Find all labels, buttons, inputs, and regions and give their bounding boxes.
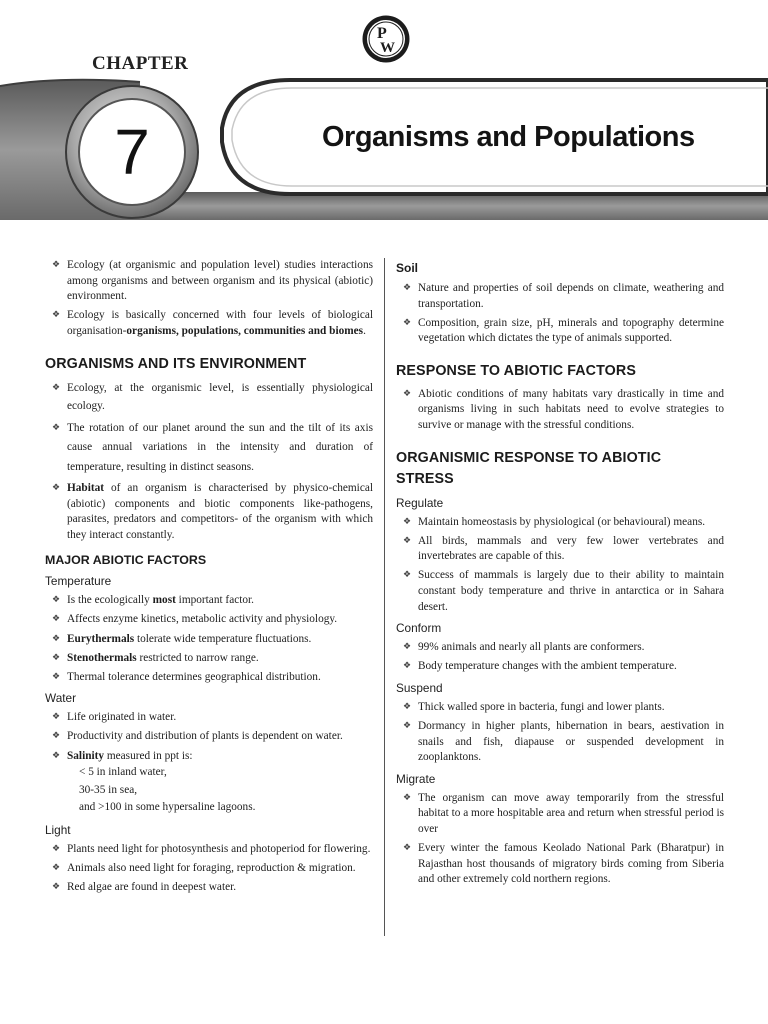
diamond-bullet-icon: ❖ — [52, 750, 61, 761]
chapter-title: Organisms and Populations — [322, 121, 695, 153]
svg-text:W: W — [380, 40, 395, 56]
list-item: ❖ Habitat of an organism is characterised by physico-chemical (abiotic) components and biotic components like-pathogens, parasites, predators and competitors- of the organism with which they interact constantly. — [52, 481, 373, 541]
list-item: ❖ Thermal tolerance determines geographical distribution. — [45, 670, 373, 686]
diamond-bullet-icon: ❖ — [52, 671, 61, 682]
left-column — [45, 258, 373, 899]
subheading-regulate: Regulate — [396, 495, 444, 510]
list-item: ❖ Productivity and distribution of plants is dependent on water. — [45, 729, 373, 745]
diamond-bullet-icon: ❖ — [52, 712, 61, 723]
list-item: ❖ The rotation of our planet around the sun and the tilt of its axis cause annual variations in the intensity and duration of temperature, resulting in distinct seasons. — [45, 419, 373, 478]
diamond-bullet-icon: ❖ — [52, 731, 61, 742]
diamond-bullet-icon: ❖ — [52, 482, 61, 493]
diamond-bullet-icon: ❖ — [403, 317, 412, 328]
diamond-bullet-icon: ❖ — [52, 843, 61, 854]
list-item: ❖ 99% animals and nearly all plants are conformers. — [396, 640, 724, 656]
diamond-bullet-icon: ❖ — [52, 260, 61, 270]
light-list — [45, 842, 373, 896]
list-item: ❖ Is the ecologically most important factor. — [45, 593, 373, 609]
subheading-light: Light — [45, 822, 71, 837]
list-item: ❖ Red algae are found in deepest water. — [45, 880, 373, 896]
list-item: ❖ Success of mammals is largely due to their ability to maintain constant body temperature and thrive in antarctica or in Sahara desert. — [403, 569, 724, 613]
diamond-bullet-icon: ❖ — [52, 310, 61, 321]
list-item: ❖ Animals also need light for foraging, reproduction & migration. — [45, 861, 373, 877]
diamond-bullet-icon: ❖ — [52, 383, 61, 394]
column-divider — [384, 258, 385, 936]
diamond-bullet-icon: ❖ — [403, 661, 412, 672]
section-heading: ORGANISMIC RESPONSE TO ABIOTIC STRESS — [396, 449, 662, 487]
subheading-temperature: Temperature — [45, 574, 112, 589]
list-item: ❖ Ecology (at organismic and population level) studies interactions among organisms and between organism and its physical (abiotic) environment. — [52, 259, 373, 303]
right-column — [396, 258, 724, 891]
salinity-value: and >100 in some hypersaline lagoons. — [79, 801, 256, 814]
section-heading: MAJOR ABIOTIC FACTORS — [45, 553, 207, 568]
salinity-value: 30-35 in sea, — [79, 783, 138, 796]
list-item: ❖ Thick walled spore in bacteria, fungi and lower plants. — [396, 700, 724, 716]
list-item: ❖ Eurythermals tolerate wide temperature fluctuations. — [45, 632, 373, 648]
response-list — [396, 387, 724, 434]
diamond-bullet-icon: ❖ — [403, 388, 412, 399]
svg-text:P: P — [377, 25, 387, 42]
list-item: ❖ Composition, grain size, pH, minerals and topography determine vegetation which dictates the type of animals supported. — [403, 316, 724, 345]
diamond-bullet-icon: ❖ — [52, 652, 61, 663]
subheading-conform: Conform — [396, 621, 442, 636]
diamond-bullet-icon: ❖ — [403, 283, 412, 293]
migrate-list — [396, 791, 724, 888]
subheading-migrate: Migrate — [396, 771, 436, 786]
conform-list — [396, 640, 724, 675]
list-item: ❖ Body temperature changes with the ambient temperature. — [396, 659, 724, 675]
water-list — [45, 710, 373, 764]
diamond-bullet-icon: ❖ — [403, 516, 412, 527]
list-item: ❖ Every winter the famous Keolado National Park (Bharatpur) in Rajasthan host thousands of migratory birds coming from Siberia and other extremely cold northern regions. — [403, 842, 724, 886]
diamond-bullet-icon: ❖ — [52, 422, 61, 433]
chapter-number: 7 — [114, 116, 150, 188]
subheading-water: Water — [45, 691, 77, 706]
section-heading: RESPONSE TO ABIOTIC FACTORS — [396, 362, 636, 379]
list-item: ❖ All birds, mammals and very few lower vertebrates and invertebrates are capable of this. — [403, 534, 724, 563]
chapter-label: CHAPTER — [92, 53, 189, 74]
list-item: ❖ Abiotic conditions of many habitats vary drastically in time and organisms living in such habitats need to evolve strategies to survive or manage with the stressful conditions. — [403, 387, 724, 432]
diamond-bullet-icon: ❖ — [52, 614, 61, 625]
subheading-suspend: Suspend — [396, 680, 443, 695]
list-item: ❖ Dormancy in higher plants, hibernation in bears, aestivation in snails and fish, diapause or suspended development in zooplanktons. — [403, 720, 724, 764]
regulate-list — [396, 515, 724, 616]
pw-logo — [361, 12, 411, 66]
soil-list — [396, 281, 724, 347]
diamond-bullet-icon: ❖ — [403, 843, 412, 854]
diamond-bullet-icon: ❖ — [52, 862, 61, 873]
diamond-bullet-icon: ❖ — [403, 721, 412, 731]
list-item: ❖ The organism can move away temporarily from the stressful habitat to a more hospitable area and return when stressful period is over — [403, 791, 724, 835]
temperature-list — [45, 593, 373, 685]
subheading-soil: Soil — [396, 261, 419, 275]
list-item: ❖ Salinity measured in ppt is: — [45, 749, 373, 765]
diamond-bullet-icon: ❖ — [403, 570, 412, 581]
diamond-bullet-icon: ❖ — [403, 642, 412, 653]
list-item: ❖ Life originated in water. — [45, 710, 373, 726]
list-item: ❖ Maintain homeostasis by physiological (or behavioural) means. — [396, 515, 724, 531]
suspend-list — [396, 700, 724, 766]
diamond-bullet-icon: ❖ — [52, 595, 61, 606]
diamond-bullet-icon: ❖ — [403, 792, 412, 803]
list-item: ❖ Nature and properties of soil depends on climate, weathering and transportation. — [403, 282, 724, 310]
diamond-bullet-icon: ❖ — [52, 881, 61, 892]
intro-list — [45, 258, 373, 339]
list-item: ❖ Ecology, at the organismic level, is essentially physiological ecology. — [52, 382, 373, 412]
diamond-bullet-icon: ❖ — [52, 633, 61, 644]
list-item: ❖ Ecology is basically concerned with four levels of biological organisation-organisms, populations, communities and biomes. — [52, 309, 373, 337]
organisms-env-list — [45, 380, 373, 543]
list-item: ❖ Plants need light for photosynthesis and photoperiod for flowering. — [45, 842, 373, 858]
salinity-value: < 5 in inland water, — [79, 766, 167, 779]
list-item: ❖ Affects enzyme kinetics, metabolic activity and physiology. — [45, 612, 373, 628]
diamond-bullet-icon: ❖ — [403, 701, 412, 712]
diamond-bullet-icon: ❖ — [403, 535, 412, 546]
list-item: ❖ Stenothermals restricted to narrow range. — [45, 651, 373, 667]
section-heading: ORGANISMS AND ITS ENVIRONMENT — [45, 356, 307, 373]
